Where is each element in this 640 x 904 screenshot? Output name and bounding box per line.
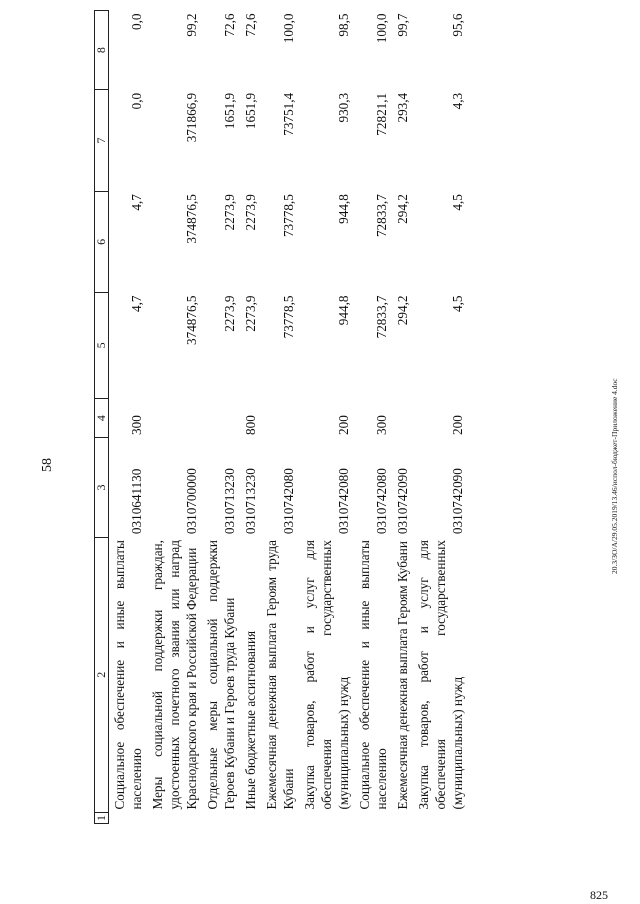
table-row [109, 11, 148, 824]
header-cell-5: 5 [95, 293, 109, 399]
header-cell-3: 3 [95, 438, 109, 537]
table-row [202, 11, 240, 824]
row-value-8-cell: 0,0 [129, 13, 144, 30]
row-code-cell: 0310742080 [281, 468, 296, 535]
row-name-cell: Иные бюджетные ассигнования [243, 630, 258, 810]
row-kvr-cell [392, 398, 413, 438]
header-cell-1: 1 [95, 812, 109, 823]
row-value-5-cell: 73778,5 [281, 295, 296, 339]
row-value-5-cell: 4,5 [450, 295, 465, 313]
budget-table [94, 10, 468, 824]
row-value-5-cell: 2273,9 [243, 295, 258, 332]
row-index-cell [413, 812, 468, 823]
row-name-cell: Закупка товаров, работ и услуг для обеспечения государственных (муниципальных) нужд [302, 540, 351, 810]
row-index-cell [261, 812, 299, 823]
row-code-cell: 0310742090 [395, 468, 410, 535]
table-row [354, 11, 392, 824]
table-row [392, 11, 413, 824]
header-cell-2: 2 [95, 537, 109, 812]
header-cell-6: 6 [95, 191, 109, 292]
row-value-8-cell: 98,5 [336, 13, 351, 37]
header-cell-8: 8 [95, 11, 109, 90]
row-kvr-cell: 200 [336, 415, 351, 435]
row-value-7-cell: 1651,9 [222, 92, 237, 130]
row-value-8-cell: 95,6 [450, 13, 465, 37]
row-name-cell: Ежемесячная денежная выплата Героям труда Кубани [264, 540, 296, 810]
row-index-cell [109, 812, 148, 823]
row-value-7-cell: 4,3 [450, 92, 465, 110]
table-row [261, 11, 299, 824]
row-value-5-cell: 4,7 [129, 295, 144, 313]
row-index-cell [202, 812, 240, 823]
row-value-7-cell: 1651,9 [243, 92, 258, 130]
row-code-cell: 0310742080 [336, 468, 351, 535]
row-code-cell: 0310742080 [374, 468, 389, 535]
row-name-cell: Социальное обеспечение и иные выплаты населению [357, 540, 389, 810]
row-value-8-cell: 100,0 [281, 13, 296, 44]
row-kvr-cell: 200 [450, 415, 465, 435]
row-index-cell [147, 812, 202, 823]
table-row [299, 11, 354, 824]
row-name-cell: Закупка товаров, работ и услуг для обеспечения государственных (муниципальных) нужд [416, 540, 465, 810]
table-row [413, 11, 468, 824]
row-index-cell [354, 812, 392, 823]
row-value-6-cell: 4,7 [129, 194, 144, 211]
row-value-6-cell: 2273,9 [222, 194, 237, 231]
row-value-8-cell: 72,6 [222, 13, 237, 37]
row-value-6-cell: 72833,7 [374, 194, 389, 238]
row-value-5-cell: 944,8 [336, 295, 351, 326]
row-kvr-cell [261, 398, 299, 438]
row-value-5-cell: 72833,7 [374, 295, 389, 339]
row-value-7-cell: 293,4 [395, 92, 410, 123]
row-value-6-cell: 2273,9 [243, 194, 258, 231]
row-name-cell: Отдельные меры социальной поддержки Героев Кубани и Героев труда Кубани [205, 540, 237, 810]
corner-mark: 825 [590, 888, 608, 902]
row-value-7-cell: 73751,4 [281, 92, 296, 136]
row-kvr-cell: 300 [374, 415, 389, 435]
row-value-7-cell: 930,3 [336, 92, 351, 123]
row-value-6-cell: 374876,5 [184, 194, 199, 244]
row-value-8-cell: 72,6 [243, 13, 258, 37]
row-code-cell: 0310713230 [222, 468, 237, 535]
page-number: 58 [40, 458, 55, 472]
row-code-cell: 0310641130 [129, 468, 144, 535]
row-value-5-cell: 2273,9 [222, 295, 237, 332]
row-index-cell [299, 812, 354, 823]
row-kvr-cell [202, 398, 240, 438]
table-row [147, 11, 202, 824]
table-body [109, 11, 469, 824]
row-name-cell: Меры социальной поддержки граждан, удостоенных почетного звания или наград Краснодарского края и Российской Федерации [150, 540, 199, 810]
row-value-6-cell: 4,5 [450, 194, 465, 211]
row-value-6-cell: 944,8 [336, 194, 351, 224]
row-code-cell: 0310742090 [450, 468, 465, 535]
row-kvr-cell: 300 [129, 415, 144, 435]
table-header [95, 11, 109, 824]
row-value-8-cell: 99,7 [395, 13, 410, 37]
row-value-6-cell: 294,2 [395, 194, 410, 224]
row-name-cell: Социальное обеспечение и иные выплаты населению [112, 540, 144, 810]
table-row [240, 11, 261, 824]
row-value-7-cell: 0,0 [129, 92, 144, 110]
row-value-8-cell: 99,2 [184, 13, 199, 37]
row-value-5-cell: 374876,5 [184, 295, 199, 345]
row-code-cell: 0310700000 [184, 468, 199, 535]
footer-filepath: 20.3/ЗО/А/29.05.2019/13.46/испол-бюджет-Приложение 4.doc [610, 378, 619, 574]
row-kvr-cell [147, 398, 202, 438]
row-index-cell [240, 812, 261, 823]
row-value-6-cell: 73778,5 [281, 194, 296, 238]
row-code-cell: 0310713230 [243, 468, 258, 535]
row-name-cell: Ежемесячная денежная выплата Героям Кубани [395, 541, 410, 810]
row-value-7-cell: 371866,9 [184, 92, 199, 143]
row-value-7-cell: 72821,1 [374, 92, 389, 136]
row-value-8-cell: 100,0 [374, 13, 389, 44]
row-value-5-cell: 294,2 [395, 295, 410, 326]
row-kvr-cell: 800 [243, 415, 258, 435]
header-cell-7: 7 [95, 90, 109, 191]
header-cell-4: 4 [95, 398, 109, 438]
row-index-cell [392, 812, 413, 823]
